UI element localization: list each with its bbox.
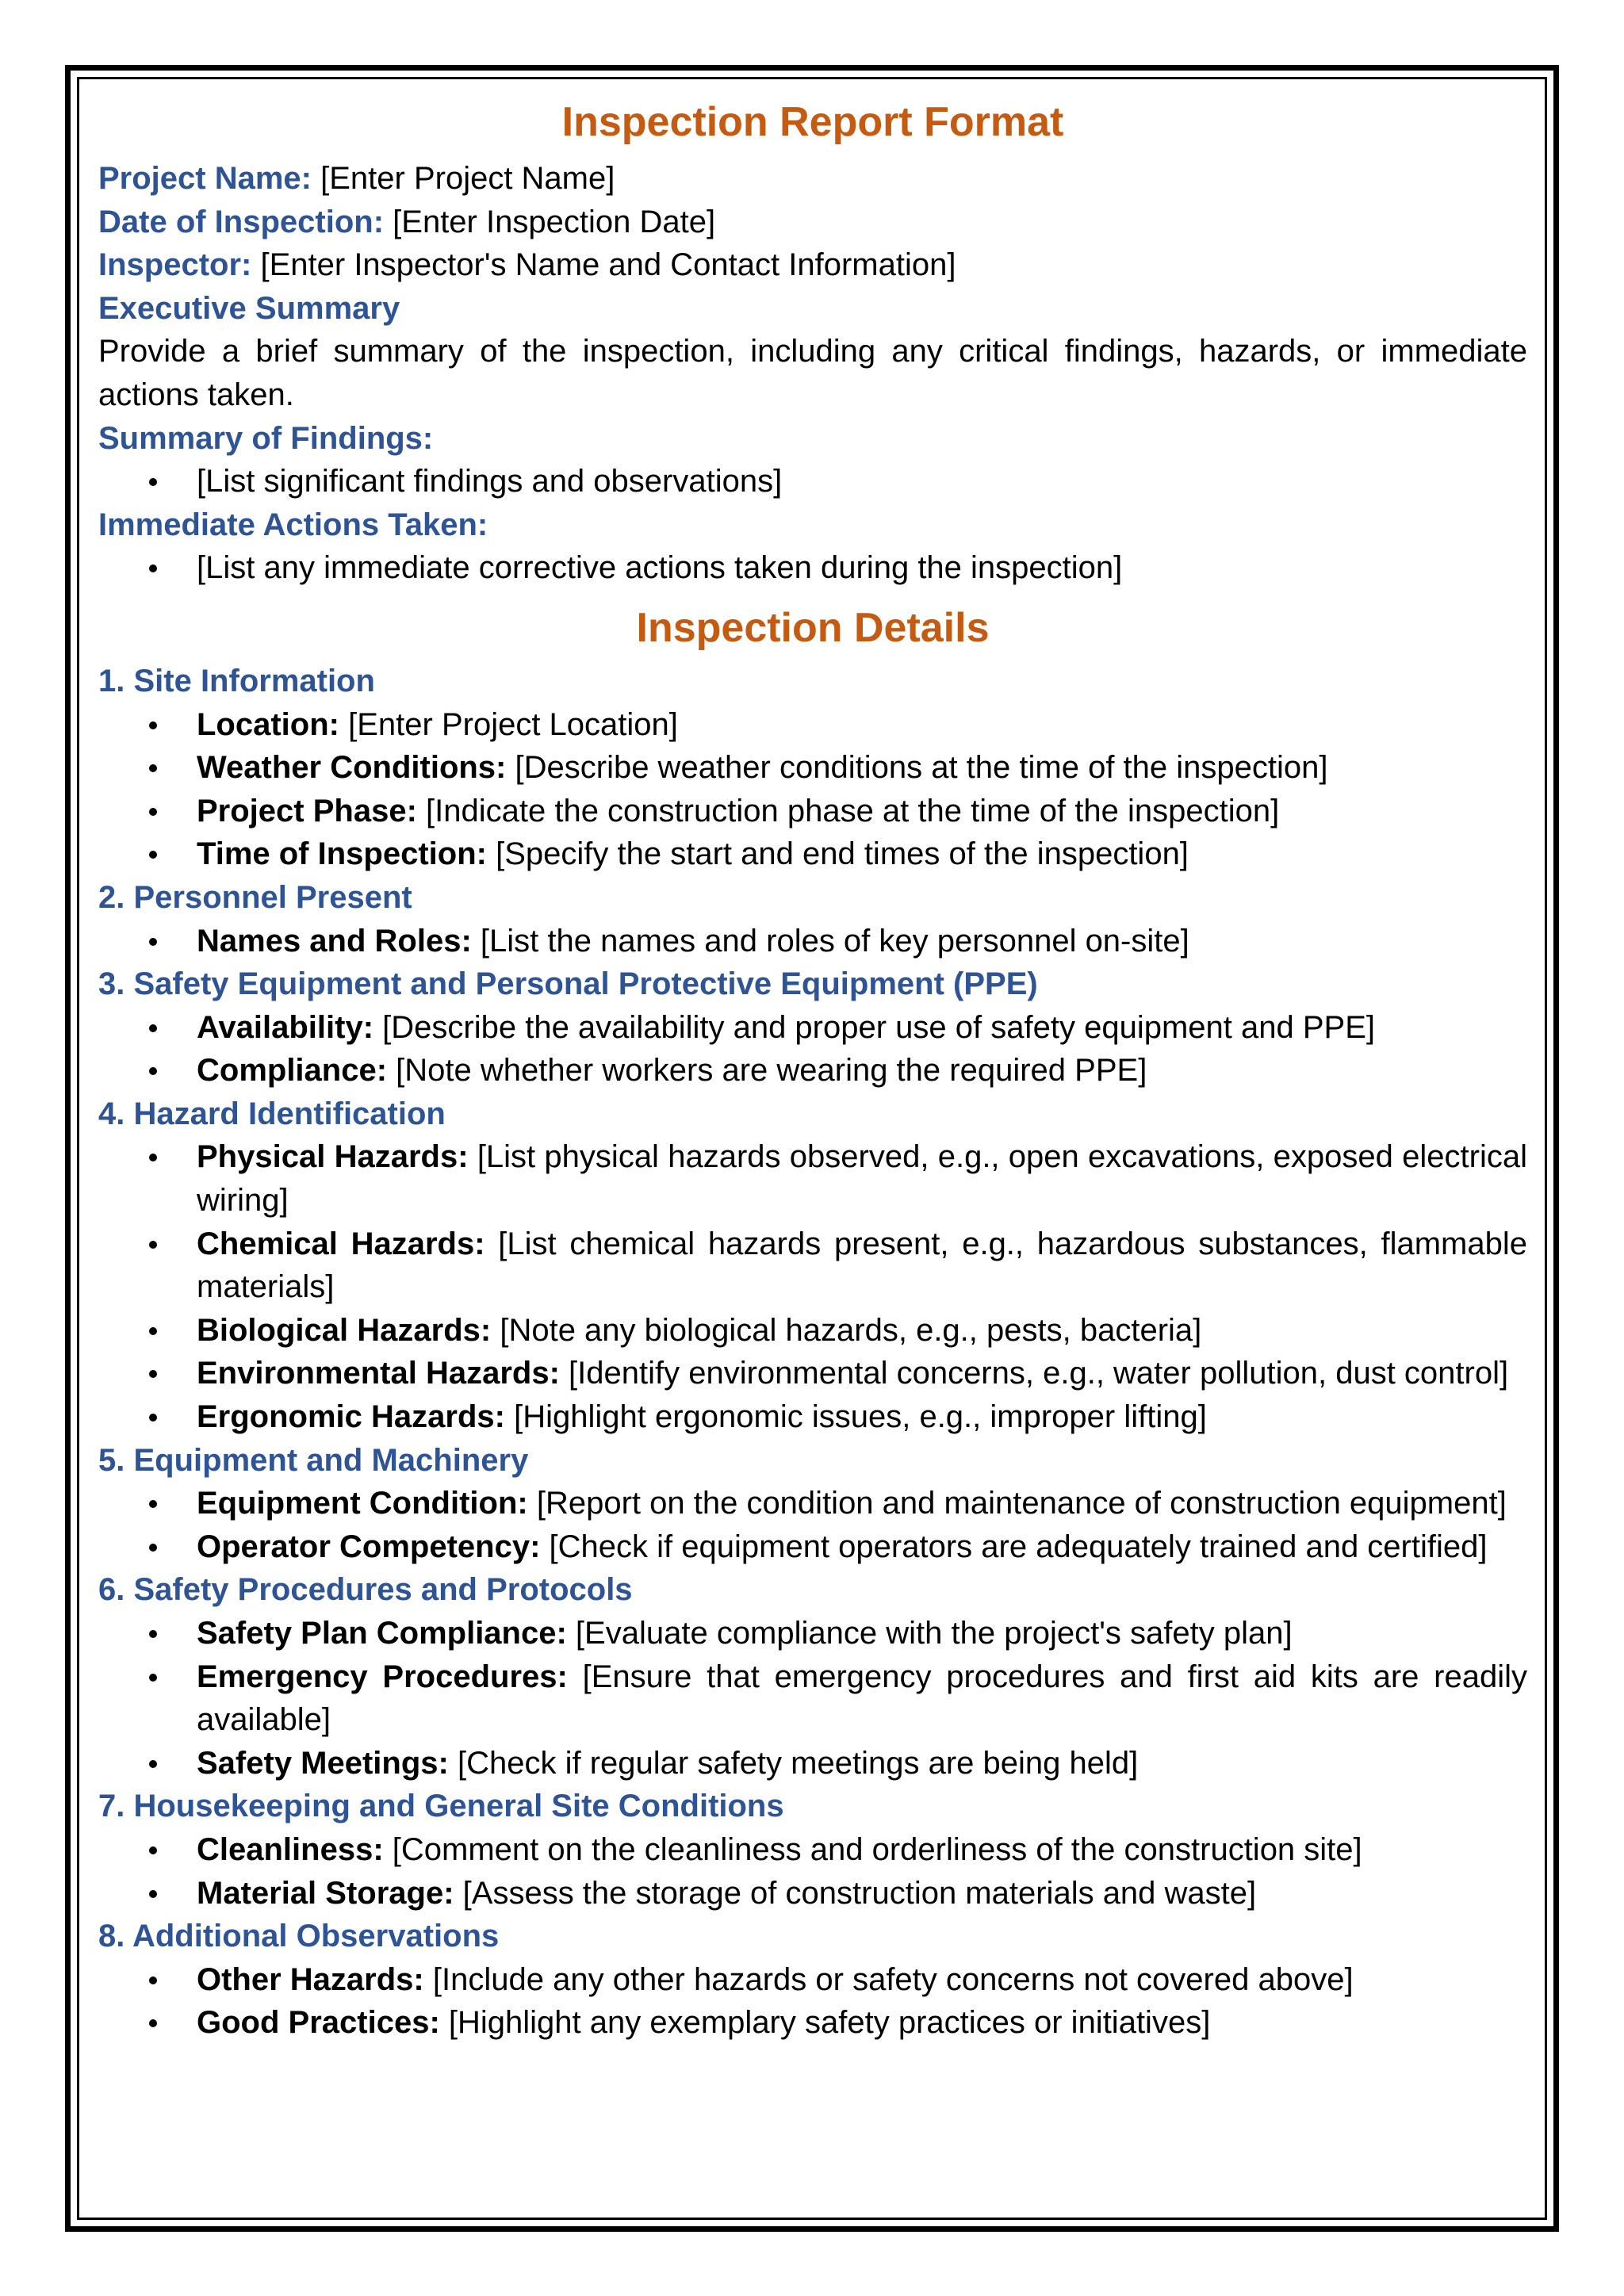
item-label: Ergonomic Hazards: [197,1399,505,1435]
executive-summary-text: Provide a brief summary of the inspection, including any critical findings, hazards, or immediate actions taken. [98,334,1527,412]
section-list [98,1828,1527,1915]
list-item [98,1742,1527,1785]
item-text: [Describe weather conditions at the time of the inspection] [515,750,1328,786]
list-item [98,1482,1527,1525]
list-item [98,1828,1527,1872]
item-text: [Evaluate compliance with the project's safety plan] [575,1616,1293,1651]
list-item [98,1958,1527,2002]
item-label: Environmental Hazards: [197,1356,560,1391]
item-text: [Highlight any exemplary safety practices or initiatives] [448,2005,1211,2041]
list-item [98,703,1527,747]
list-item [98,1395,1527,1439]
meta-project-name [98,157,1527,201]
section-heading: 1. Site Information [98,663,375,698]
item-text: [Assess the storage of construction materials and waste] [462,1875,1257,1911]
document-title: Inspection Report Format [561,99,1064,145]
list-item [98,832,1527,876]
item-text: [Check if regular safety meetings are being held] [457,1745,1139,1781]
list-item [98,1006,1527,1050]
list-item: [List any immediate corrective actions taken during the inspection] [98,546,1527,590]
item-label: Other Hazards: [197,1961,424,1997]
item-label: Good Practices: [197,2005,440,2041]
item-text: [Describe the availability and proper use of safety equipment and PPE] [382,1009,1375,1045]
meta-value: [Enter Inspection Date] [393,204,716,239]
list-item [98,1352,1527,1395]
list-item [98,1049,1527,1093]
item-label: Biological Hazards: [197,1312,492,1348]
item-text: [Specify the start and end times of the inspection] [496,836,1189,872]
list-item [98,1872,1527,1915]
section-heading: 4. Hazard Identification [98,1096,446,1131]
list-item [98,746,1527,790]
section-list [98,920,1527,963]
meta-inspector [98,243,1527,287]
item-text: [Check if equipment operators are adequately trained and certified] [549,1529,1488,1564]
item-label: Physical Hazards: [197,1139,469,1175]
list-item [98,920,1527,963]
actions-list [98,546,1527,590]
list-item [98,1135,1527,1222]
section-heading: 5. Equipment and Machinery [98,1442,529,1478]
item-text: [Report on the condition and maintenance of construction equipment] [536,1486,1507,1521]
item-text: [Ensure that emergency procedures and first aid kits are readily available] [197,1659,1527,1738]
section-list [98,1958,1527,2045]
meta-inspection-date [98,201,1527,244]
item-label: Location: [197,706,339,742]
summary-of-findings-heading: Summary of Findings: [98,420,434,456]
meta-label: Project Name: [98,161,312,196]
item-label: Chemical Hazards: [197,1226,485,1261]
list-item [98,1655,1527,1742]
item-text: [List chemical hazards present, e.g., hazardous substances, flammable materials] [197,1226,1527,1305]
list-item [98,1309,1527,1353]
item-text: [Note any biological hazards, e.g., pests, bacteria] [500,1312,1202,1348]
inspection-details-title: Inspection Details [636,604,990,651]
section-list [98,1006,1527,1093]
item-label: Cleanliness: [197,1831,384,1867]
item-text: [Comment on the cleanliness and orderliness of the construction site] [392,1831,1362,1867]
immediate-actions-heading: Immediate Actions Taken: [98,507,488,542]
item-label: Operator Competency: [197,1529,541,1564]
meta-value: [Enter Project Name] [320,161,615,196]
findings-list [98,460,1527,503]
list-item [98,1612,1527,1655]
item-text: [Indicate the construction phase at the time of the inspection] [426,793,1280,828]
item-label: Time of Inspection: [197,836,487,872]
meta-label: Date of Inspection: [98,204,385,239]
item-text: [Highlight ergonomic issues, e.g., improper lifting] [514,1399,1207,1435]
section-list [98,1612,1527,1785]
item-label: Weather Conditions: [197,750,507,786]
item-label: Availability: [197,1009,374,1045]
meta-value: [Enter Inspector's Name and Contact Information] [260,247,956,283]
item-text: [List physical hazards observed, e.g., open excavations, exposed electrical wiring] [197,1139,1527,1219]
inspection-sections [98,660,1527,2045]
item-label: Project Phase: [197,793,417,828]
document-body [98,87,1527,2045]
list-item [98,1525,1527,1569]
item-label: Safety Meetings: [197,1745,449,1781]
item-label: Emergency Procedures: [197,1659,568,1694]
item-label: Compliance: [197,1053,388,1089]
item-label: Material Storage: [197,1875,454,1911]
item-text: [Note whether workers are wearing the required PPE] [396,1053,1147,1089]
section-heading: 6. Safety Procedures and Protocols [98,1572,633,1608]
meta-block [98,157,1527,287]
section-list [98,1482,1527,1568]
list-item: [List significant findings and observations] [98,460,1527,503]
executive-summary-heading: Executive Summary [98,290,400,326]
item-label: Names and Roles: [197,923,472,959]
item-text: [Enter Project Location] [348,706,678,742]
item-text: [Identify environmental concerns, e.g., water pollution, dust control] [569,1356,1509,1391]
item-label: Equipment Condition: [197,1486,528,1521]
section-heading: 2. Personnel Present [98,879,412,915]
section-heading: 8. Additional Observations [98,1919,500,1954]
section-heading: 3. Safety Equipment and Personal Protective Equipment (PPE) [98,966,1038,1002]
item-text: [List the names and roles of key personnel on-site] [480,923,1189,959]
meta-label: Inspector: [98,247,252,283]
list-item [98,2001,1527,2045]
section-heading: 7. Housekeeping and General Site Conditions [98,1789,784,1824]
list-item [98,1223,1527,1309]
list-item [98,790,1527,833]
item-label: Safety Plan Compliance: [197,1616,567,1651]
section-list [98,703,1527,876]
item-text: [Include any other hazards or safety concerns not covered above] [432,1961,1354,1997]
section-list [98,1135,1527,1438]
